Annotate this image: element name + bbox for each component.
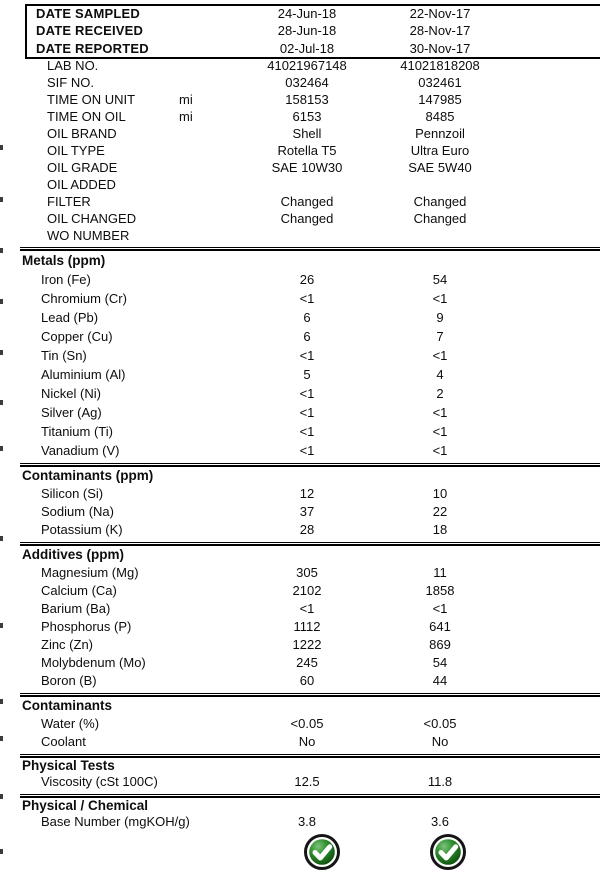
value-col1: 6153 (292, 108, 322, 124)
value-col2: 11.8 (427, 774, 453, 790)
row-potassium-k (0, 521, 600, 539)
value-col2: 9 (436, 309, 444, 325)
value-col2: 032461 (418, 74, 462, 90)
section-header-metals-ppm: Metals (ppm) (22, 252, 106, 268)
value-col2: 2 (436, 385, 444, 401)
value-col1: Changed (280, 193, 334, 209)
value-col2: 54 (432, 654, 448, 670)
row-label: Base Number (mgKOH/g) (41, 814, 190, 830)
value-col1: 305 (296, 564, 318, 580)
value-col2: 3.6 (430, 814, 450, 830)
value-col2: <1 (432, 600, 448, 616)
value-col2: SAE 5W40 (408, 159, 472, 175)
row-label: FILTER (47, 193, 91, 209)
scan-artifact (0, 299, 3, 304)
value-col1: 37 (299, 503, 315, 519)
row-water (0, 715, 600, 733)
row-label: Silicon (Si) (41, 485, 104, 501)
value-col2: <1 (432, 423, 448, 439)
row-aluminium-al (0, 365, 600, 384)
section-header-contaminants-ppm: Contaminants (ppm) (22, 467, 154, 483)
value-col1: Rotella T5 (277, 142, 337, 158)
row-sif-no (0, 74, 600, 91)
value-col1: <1 (299, 290, 315, 306)
row-label: DATE REPORTED (36, 40, 149, 56)
value-col2: 147985 (418, 91, 462, 107)
row-viscosity-cst-100c (0, 774, 600, 791)
value-col1: 12.5 (294, 774, 320, 790)
row-sodium-na (0, 503, 600, 521)
value-col1: 41021967148 (267, 57, 347, 73)
value-col1: <1 (299, 347, 315, 363)
value-col1: 60 (299, 672, 315, 688)
value-col1: <1 (299, 442, 315, 458)
value-col1: <0.05 (290, 715, 324, 731)
result-icons-row (0, 833, 600, 871)
row-copper-cu (0, 327, 600, 346)
check-circle-icon (373, 833, 523, 871)
row-calcium-ca (0, 582, 600, 600)
row-time-on-oil (0, 108, 600, 125)
value-col2: 18 (432, 521, 448, 537)
value-col2: 22 (432, 503, 448, 519)
value-col1: <1 (299, 404, 315, 420)
row-oil-type (0, 142, 600, 159)
row-label: Vanadium (V) (41, 442, 120, 458)
row-coolant (0, 733, 600, 751)
row-label: Zinc (Zn) (41, 636, 93, 652)
value-col2: 44 (432, 672, 448, 688)
row-barium-ba (0, 600, 600, 618)
scan-artifact (0, 536, 3, 541)
row-label: Sodium (Na) (41, 503, 114, 519)
row-iron-fe (0, 270, 600, 289)
value-col1: 26 (299, 271, 315, 287)
row-label: Boron (B) (41, 672, 97, 688)
row-label: Potassium (K) (41, 521, 123, 537)
row-silicon-si (0, 485, 600, 503)
value-col2: Ultra Euro (410, 142, 470, 158)
row-label: Iron (Fe) (41, 271, 91, 287)
row-label: Viscosity (cSt 100C) (41, 774, 158, 790)
row-boron-b (0, 672, 600, 690)
value-col1: 2102 (292, 582, 322, 598)
value-col2: <1 (432, 404, 448, 420)
value-col2: 30-Nov-17 (409, 40, 471, 56)
row-label: Titanium (Ti) (41, 423, 113, 439)
row-tin-sn (0, 346, 600, 365)
row-titanium-ti (0, 422, 600, 441)
row-oil-grade (0, 159, 600, 176)
value-col1: 1222 (292, 636, 322, 652)
section-header-physical-tests: Physical Tests (22, 757, 115, 773)
row-label: Tin (Sn) (41, 347, 87, 363)
scan-artifact (0, 400, 3, 405)
value-col1: 24-Jun-18 (277, 6, 337, 21)
scan-artifact (0, 794, 3, 799)
scan-artifact (0, 623, 3, 628)
row-label: Calcium (Ca) (41, 582, 117, 598)
row-label: OIL BRAND (47, 125, 117, 141)
value-col2: 7 (436, 328, 444, 344)
scan-artifact (0, 736, 3, 741)
value-col2: 22-Nov-17 (409, 6, 471, 21)
value-col2: 54 (432, 271, 448, 287)
row-label: OIL ADDED (47, 176, 116, 192)
value-col2: 869 (429, 636, 451, 652)
scan-artifact (0, 446, 3, 451)
value-col1: No (298, 733, 316, 749)
row-oil-brand (0, 125, 600, 142)
scan-artifact (0, 699, 3, 704)
value-col2: No (431, 733, 449, 749)
row-lab-no (0, 57, 600, 74)
scan-artifact (0, 248, 3, 253)
row-silver-ag (0, 403, 600, 422)
row-label: SIF NO. (47, 74, 94, 90)
row-label: WO NUMBER (47, 227, 130, 243)
unit-label: mi (179, 91, 193, 107)
value-col1: 1112 (293, 618, 321, 634)
row-date-received (0, 22, 600, 39)
row-label: DATE RECEIVED (36, 23, 144, 39)
value-col2: <0.05 (423, 715, 457, 731)
row-label: Coolant (41, 733, 86, 749)
row-filter (0, 193, 600, 210)
value-col1: 245 (296, 654, 318, 670)
row-label: Molybdenum (Mo) (41, 654, 146, 670)
row-label: TIME ON OIL (47, 108, 126, 124)
row-label: LAB NO. (47, 57, 99, 73)
row-label: Water (%) (41, 715, 100, 731)
value-col1: <1 (299, 600, 315, 616)
value-col2: 10 (432, 485, 448, 501)
value-col2: 41021818208 (400, 57, 480, 73)
value-col2: 1858 (425, 582, 455, 598)
scan-artifact (0, 197, 3, 202)
row-phosphorus-p (0, 618, 600, 636)
value-col2: 8485 (425, 108, 455, 124)
value-col1: 6 (303, 309, 311, 325)
row-label: DATE SAMPLED (36, 6, 140, 21)
value-col2: Changed (413, 193, 467, 209)
row-time-on-unit (0, 91, 600, 108)
row-chromium-cr (0, 289, 600, 308)
value-col2: <1 (432, 290, 448, 306)
row-date-sampled (0, 5, 600, 22)
value-col2: Changed (413, 210, 467, 226)
row-label: OIL GRADE (47, 159, 118, 175)
value-col1: 3.8 (297, 814, 317, 830)
row-label: TIME ON UNIT (47, 91, 136, 107)
section-header-additives-ppm: Additives (ppm) (22, 546, 125, 562)
section-header-contaminants: Contaminants (22, 697, 113, 713)
row-label: Barium (Ba) (41, 600, 111, 616)
row-label: Silver (Ag) (41, 404, 102, 420)
value-col1: 02-Jul-18 (279, 40, 335, 56)
row-label: Chromium (Cr) (41, 290, 127, 306)
row-oil-added (0, 176, 600, 193)
unit-label: mi (179, 108, 193, 124)
value-col1: <1 (299, 385, 315, 401)
row-oil-changed (0, 210, 600, 227)
value-col1: 032464 (285, 74, 329, 90)
row-magnesium-mg (0, 564, 600, 582)
row-label: Nickel (Ni) (41, 385, 101, 401)
value-col2: 11 (433, 564, 447, 580)
value-col1: 5 (303, 366, 311, 382)
row-label: OIL CHANGED (47, 210, 137, 226)
row-zinc-zn (0, 636, 600, 654)
value-col2: 4 (436, 366, 444, 382)
value-col1: <1 (299, 423, 315, 439)
row-label: Copper (Cu) (41, 328, 113, 344)
value-col1: 12 (299, 485, 315, 501)
value-col2: 28-Nov-17 (409, 23, 471, 39)
row-vanadium-v (0, 441, 600, 460)
value-col1: 158153 (285, 91, 329, 107)
row-label: Aluminium (Al) (41, 366, 126, 382)
row-lead-pb (0, 308, 600, 327)
value-col1: 28 (299, 521, 315, 537)
value-col1: 28-Jun-18 (277, 23, 337, 39)
row-label: Lead (Pb) (41, 309, 99, 325)
section-header-physical-chemical: Physical / Chemical (22, 797, 149, 813)
value-col1: Changed (280, 210, 334, 226)
scan-artifact (0, 145, 3, 150)
row-label: Phosphorus (P) (41, 618, 132, 634)
value-col1: SAE 10W30 (271, 159, 343, 175)
row-base-number-mgkoh-g (0, 814, 600, 831)
scan-artifact (0, 849, 3, 854)
row-nickel-ni (0, 384, 600, 403)
row-molybdenum-mo (0, 654, 600, 672)
row-label: OIL TYPE (47, 142, 105, 158)
value-col1: 6 (303, 328, 311, 344)
row-label: Magnesium (Mg) (41, 564, 139, 580)
value-col2: Pennzoil (415, 125, 465, 141)
value-col2: <1 (432, 442, 448, 458)
value-col2: 641 (429, 618, 451, 634)
row-date-reported (0, 40, 600, 57)
value-col1: Shell (292, 125, 322, 141)
value-col2: <1 (432, 347, 448, 363)
scan-artifact (0, 350, 3, 355)
row-wo-number (0, 227, 600, 244)
